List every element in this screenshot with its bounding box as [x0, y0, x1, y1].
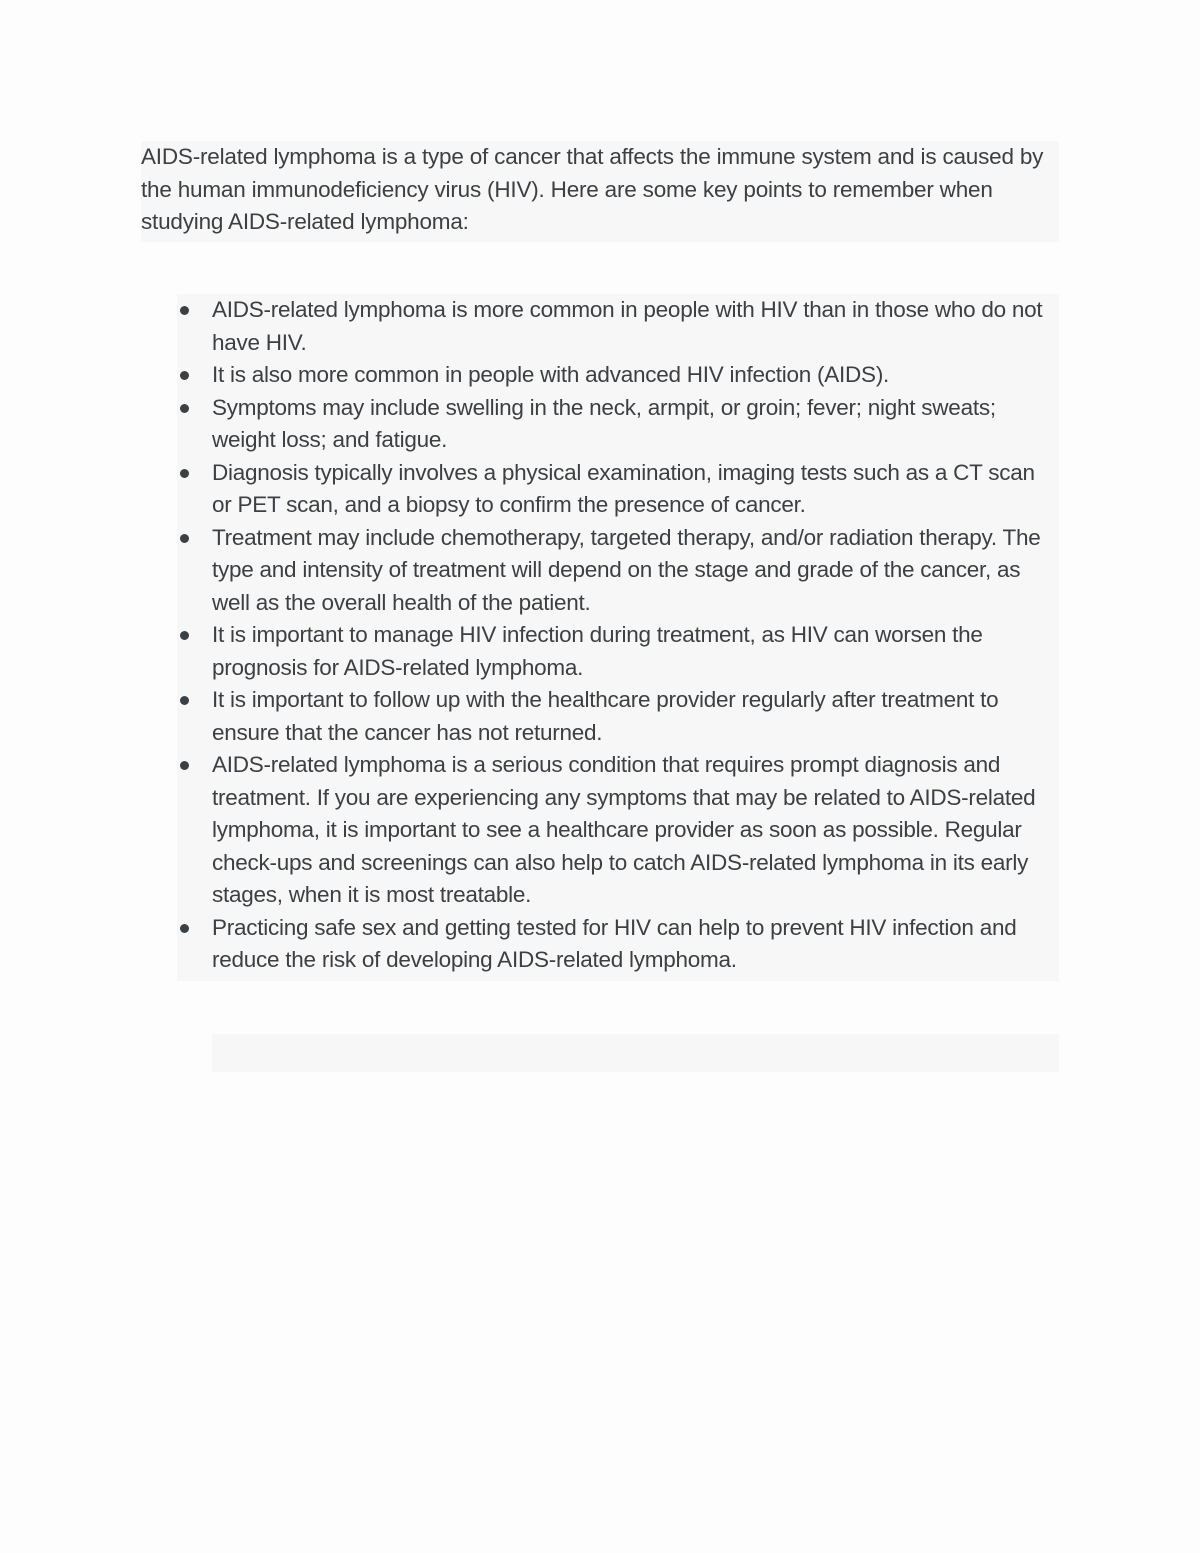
list-item — [177, 457, 1059, 522]
bullet-icon — [180, 404, 189, 413]
list-item-text: AIDS-related lymphoma is a serious condition that requires prompt diagnosis and treatment. If you are experiencing any symptoms that may be related to AIDS-related lymphoma, it is important to see a healthcare provider as soon as possible. Regular check-ups and screenings can also help to catch AIDS-related lymphoma in its early stages, when it is most treatable. — [212, 752, 1036, 907]
key-points-block — [177, 294, 1059, 981]
key-points-list — [177, 294, 1059, 977]
bullet-icon — [180, 469, 189, 478]
bullet-icon — [180, 631, 189, 640]
list-item — [177, 912, 1059, 977]
list-item-text: It is important to manage HIV infection during treatment, as HIV can worsen the prognosis for AIDS-related lymphoma. — [212, 622, 983, 680]
intro-paragraph-block — [141, 141, 1059, 242]
intro-paragraph: AIDS-related lymphoma is a type of cancer that affects the immune system and is caused by the human immunodeficiency virus (HIV). Here are some key points to remember when studying AIDS-related lymphoma: — [141, 144, 1044, 234]
list-item — [177, 749, 1059, 912]
bullet-icon — [180, 306, 189, 315]
list-item-text: Practicing safe sex and getting tested for HIV can help to prevent HIV infection and reduce the risk of developing AIDS-related lymphoma. — [212, 914, 1017, 972]
list-item-text: Treatment may include chemotherapy, targeted therapy, and/or radiation therapy. The type and intensity of treatment will depend on the stage and grade of the cancer, as well as the overall health of the patient. — [212, 524, 1041, 615]
list-item — [177, 684, 1059, 749]
bullet-icon — [180, 534, 189, 543]
list-item-text: It is also more common in people with advanced HIV infection (AIDS). — [212, 362, 890, 387]
list-item — [177, 619, 1059, 684]
list-item — [177, 522, 1059, 620]
bullet-icon — [180, 696, 189, 705]
bullet-icon — [180, 761, 189, 770]
list-item — [177, 294, 1059, 359]
list-item — [177, 392, 1059, 457]
list-item-text: Symptoms may include swelling in the neck, armpit, or groin; fever; night sweats; weight loss; and fatigue. — [212, 394, 996, 452]
empty-text-block — [212, 1034, 1059, 1072]
list-item-text: AIDS-related lymphoma is more common in people with HIV than in those who do not have HIV. — [212, 297, 1043, 355]
bullet-icon — [180, 924, 189, 933]
list-item — [177, 359, 1059, 392]
list-item-text: Diagnosis typically involves a physical examination, imaging tests such as a CT scan or PET scan, and a biopsy to confirm the presence of cancer. — [212, 459, 1035, 517]
bullet-icon — [180, 371, 189, 380]
list-item-text: It is important to follow up with the healthcare provider regularly after treatment to ensure that the cancer has not returned. — [212, 687, 999, 745]
